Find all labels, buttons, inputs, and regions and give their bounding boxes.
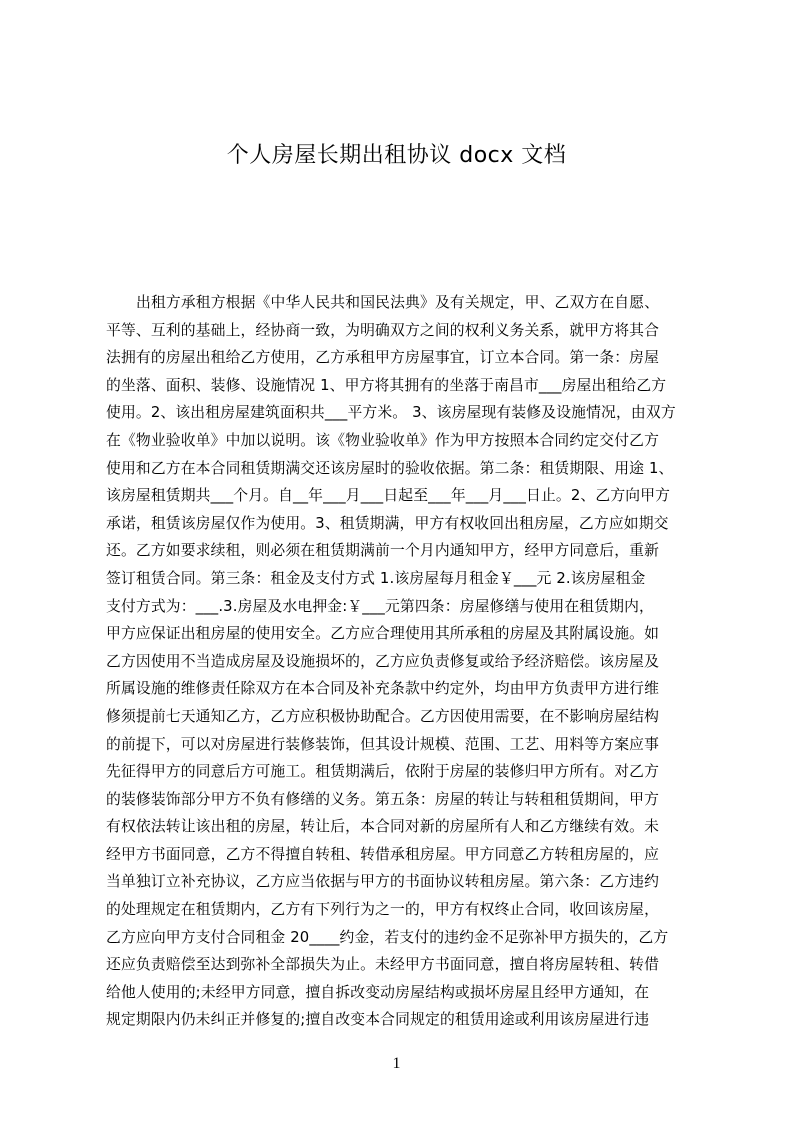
body-line: 经甲方书面同意，乙方不得擅自转租、转借承租房屋。甲方同意乙方转租房屋的，应 xyxy=(106,845,660,863)
body-line: 的处理规定在租赁期内，乙方有下列行为之一的，甲方有权终止合同，收回该房屋， xyxy=(106,901,660,919)
body-line: 支付方式为：___.3.房屋及水电押金:￥___元第四条：房屋修缮与使用在租赁期内， xyxy=(106,597,654,615)
body-line: 该房屋租赁期共___个月。自__年___月___日起至___年___月___日止。2、乙方向甲方 xyxy=(106,487,671,505)
body-line: 承诺，租赁该房屋仅作为使用。3、租赁期满，甲方有权收回出租房屋，乙方应如期交 xyxy=(106,514,669,532)
document-body xyxy=(106,289,696,1034)
document-title: 个人房屋长期出租协议 docx 文档 xyxy=(226,143,567,168)
body-line: 还应负责赔偿至达到弥补全部损失为止。未经甲方书面同意，擅自将房屋转租、转借 xyxy=(106,956,660,974)
body-line: 还。乙方如要求续租，则必须在租赁期满前一个月内通知甲方，经甲方同意后，重新 xyxy=(106,542,660,560)
body-line: 签订租赁合同。第三条：租金及支付方式 1.该房屋每月租金￥___元 2.该房屋租金 xyxy=(106,569,646,587)
body-line: 法拥有的房屋出租给乙方使用，乙方承租甲方房屋事宜，订立本合同。第一条：房屋 xyxy=(106,349,660,367)
body-line: 当单独订立补充协议，乙方应当依据与甲方的书面协议转租房屋。第六条：乙方违约 xyxy=(106,873,660,891)
body-line: 乙方因使用不当造成房屋及设施损坏的，乙方应负责修复或给予经济赔偿。该房屋及 xyxy=(106,652,660,670)
body-line: 的前提下，可以对房屋进行装修装饰，但其设计规模、范围、工艺、用料等方案应事 xyxy=(106,735,660,753)
body-line: 平等、互利的基础上，经协商一致，为明确双方之间的权利义务关系，就甲方将其合 xyxy=(106,321,660,339)
body-line: 先征得甲方的同意后方可施工。租赁期满后，依附于房屋的装修归甲方所有。对乙方 xyxy=(106,763,660,781)
body-line: 使用。2、该出租房屋建筑面积共___平方米。 3、该房屋现有装修及设施情况，由双方 xyxy=(106,404,676,422)
body-line: 在《物业验收单》中加以说明。该《物业验收单》作为甲方按照本合同约定交付乙方 xyxy=(106,431,660,449)
body-line: 修须提前七天通知乙方，乙方应积极协助配合。乙方因使用需要，在不影响房屋结构 xyxy=(106,707,660,725)
body-line: 出租方承租方根据《中华人民共和国民法典》及有关规定，甲、乙双方在自愿、 xyxy=(136,294,660,311)
page-number: 1 xyxy=(392,1055,401,1072)
body-line: 给他人使用的;未经甲方同意，擅自拆改变动房屋结构或损坏房屋且经甲方通知，在 xyxy=(106,983,650,1001)
body-line: 规定期限内仍未纠正并修复的;擅自改变本合同规定的租赁用途或利用该房屋进行违 xyxy=(106,1011,650,1029)
body-line: 有权依法转让该出租的房屋，转让后，本合同对新的房屋所有人和乙方继续有效。未 xyxy=(106,818,660,836)
body-line: 乙方应向甲方支付合同租金 20____约金，若支付的违约金不足弥补甲方损失的，乙方 xyxy=(106,928,669,946)
body-line: 甲方应保证出租房屋的使用安全。乙方应合理使用其所承租的房屋及其附属设施。如 xyxy=(106,625,660,643)
body-line: 的坐落、面积、装修、设施情况 1、甲方将其拥有的坐落于南昌市___房屋出租给乙方 xyxy=(106,376,667,394)
body-line: 使用和乙方在本合同租赁期满交还该房屋时的验收依据。第二条：租赁期限、用途 1、 xyxy=(106,459,674,477)
body-line: 的装修装饰部分甲方不负有修缮的义务。第五条：房屋的转让与转租租赁期间，甲方 xyxy=(106,790,660,808)
body-line: 所属设施的维修责任除双方在本合同及补充条款中约定外，均由甲方负责甲方进行维 xyxy=(106,680,660,698)
